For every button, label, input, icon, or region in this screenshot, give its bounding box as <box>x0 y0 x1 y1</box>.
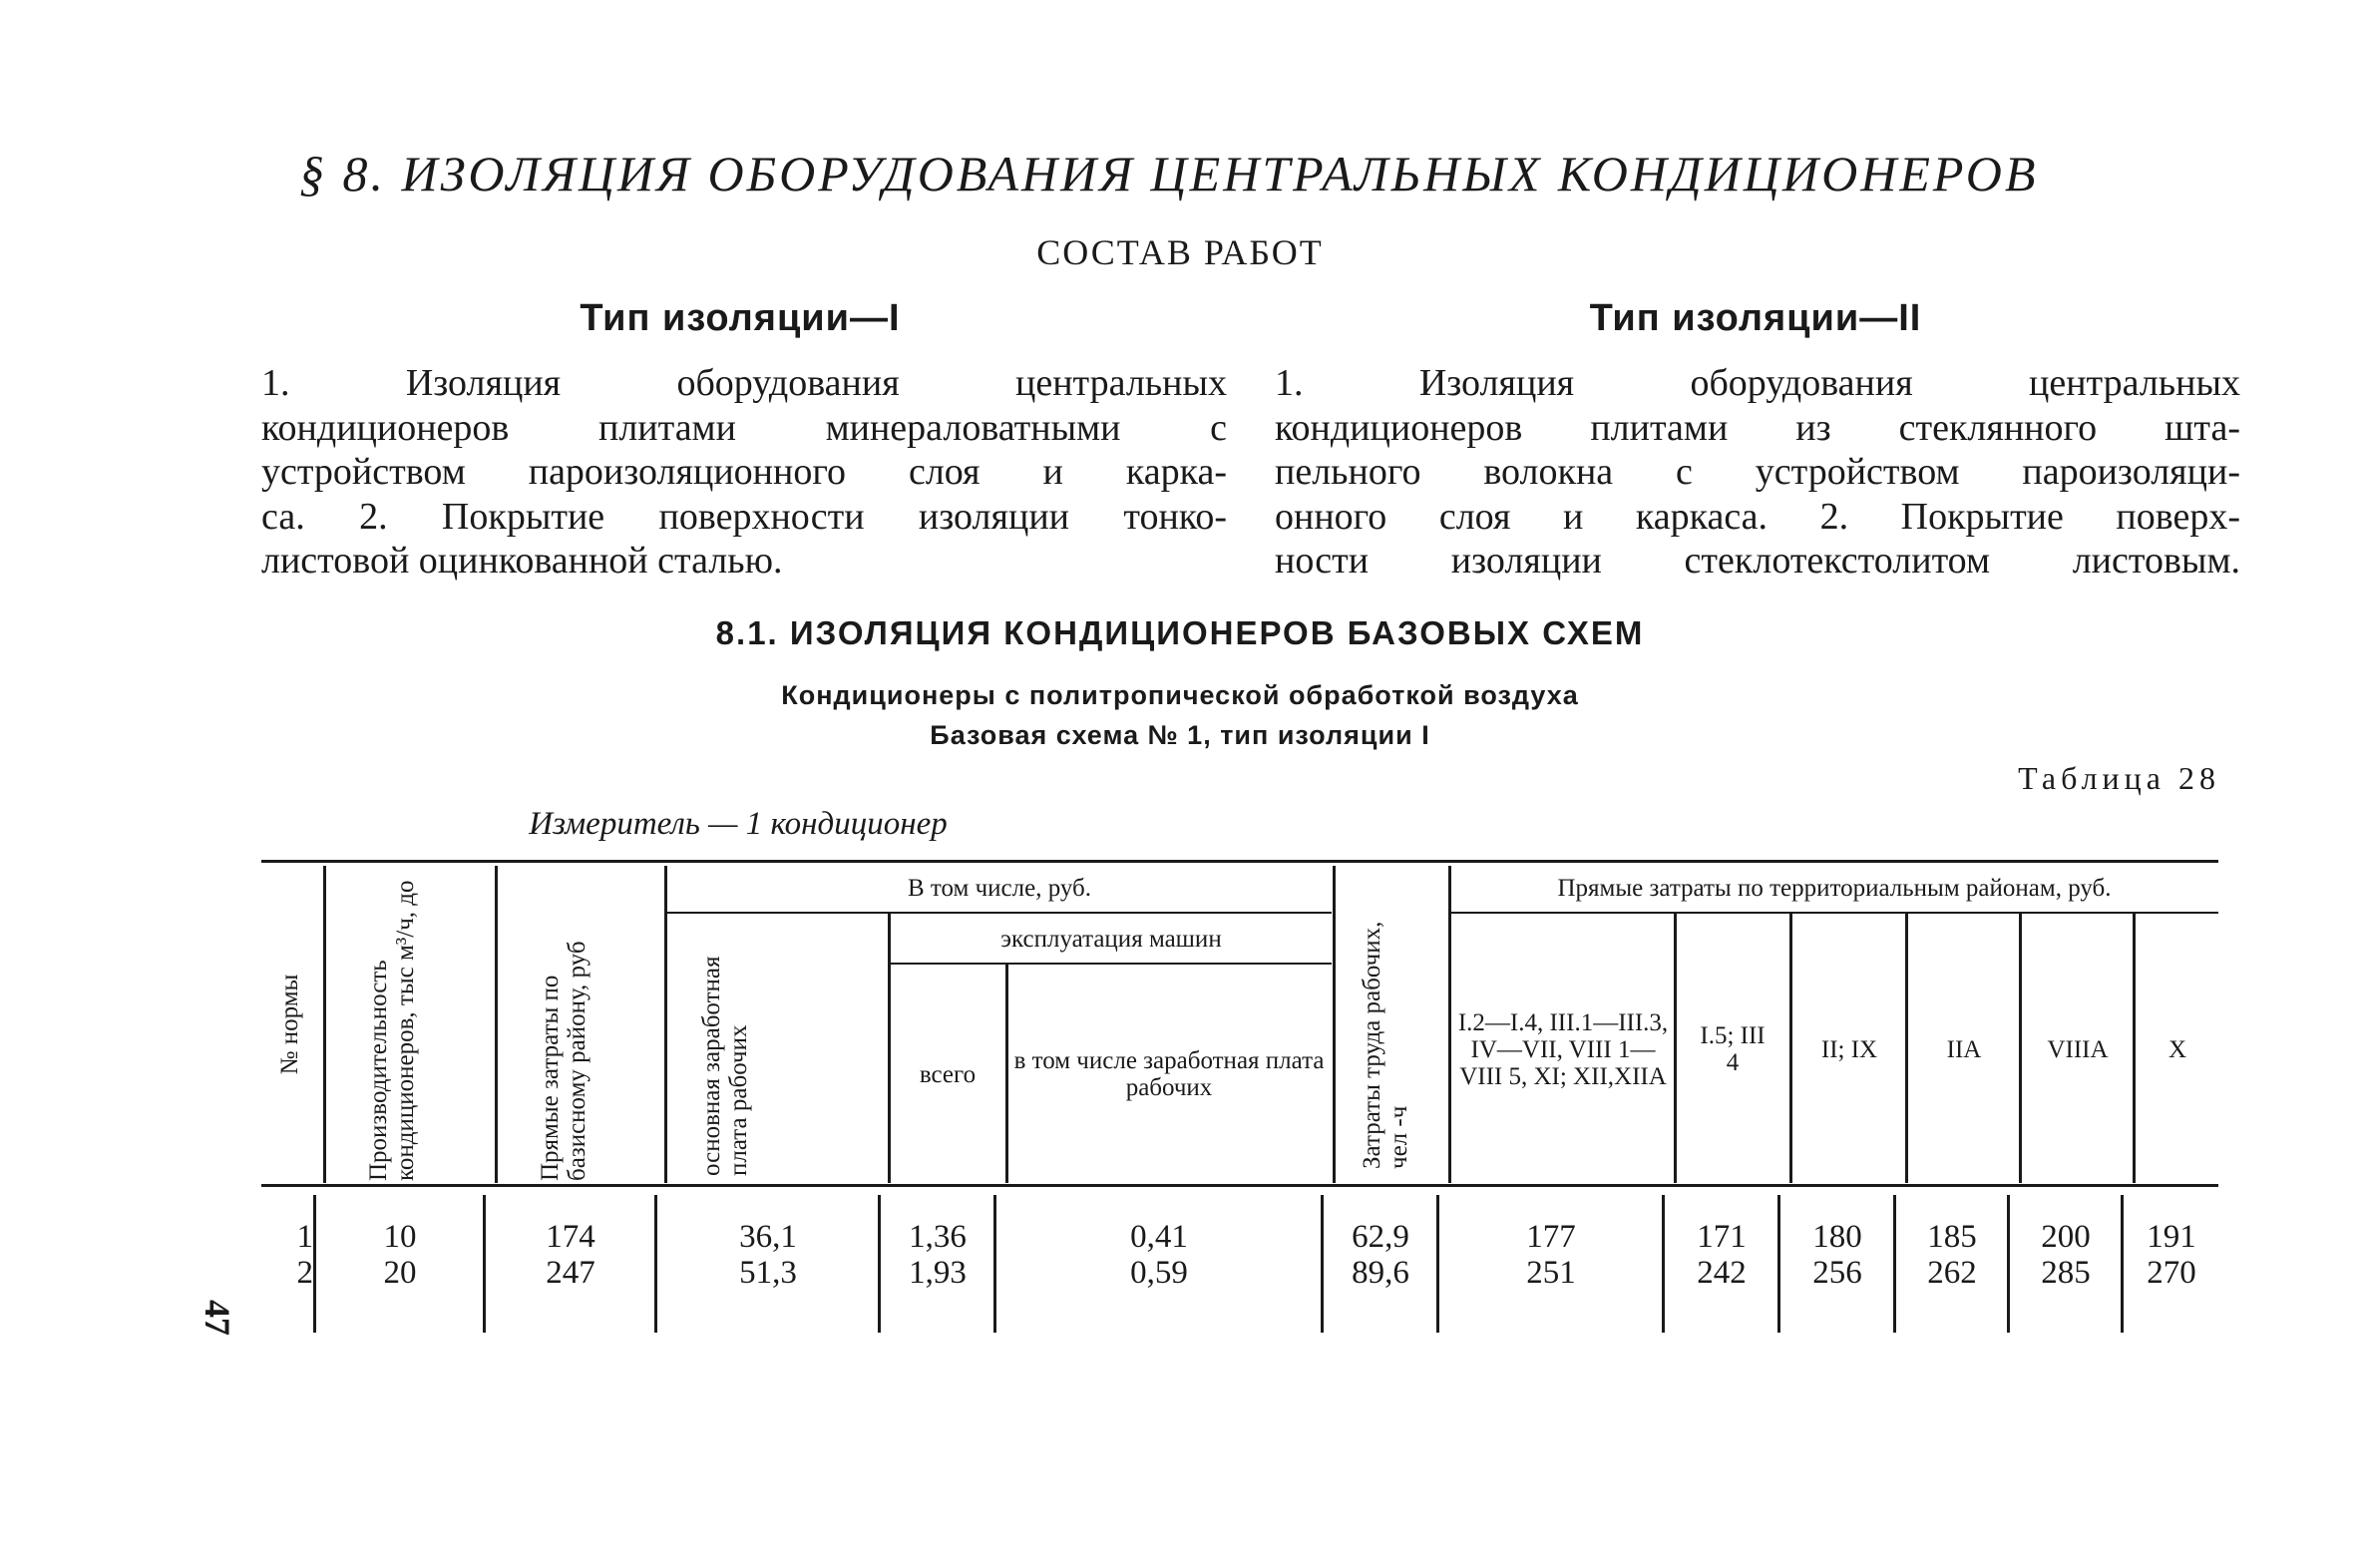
header-machine-wage: в том числе заработная плата рабочих <box>1013 1047 1325 1101</box>
cell-direct: 247 <box>546 1255 595 1291</box>
text-line: ности изоляции стеклотекстолитом листовым. <box>1275 540 2240 582</box>
text-line: 1. Изоляция оборудования центральных <box>261 362 1227 404</box>
rule-including-group <box>665 912 1332 914</box>
subtitle-scheme: Базовая схема № 1, тип изоляции I <box>930 720 1430 750</box>
cell-machine-total: 1,36 <box>909 1219 967 1255</box>
composition-title: СОСТАВ РАБОТ <box>1036 232 1324 272</box>
type2-description <box>1275 361 2240 584</box>
cell-region-3: 180 <box>1812 1219 1862 1255</box>
cell-region-6: 191 <box>2147 1219 2196 1255</box>
subtitle-treatment: Кондиционеры с политропической обработкой воздуха <box>781 680 1579 710</box>
table-header-bottom-rule <box>261 1184 2218 1187</box>
header-regions-group: Прямые затраты по территориальным районам, руб. <box>1557 874 2112 902</box>
body-col-divider <box>878 1195 881 1333</box>
text-line: кондиционеров плитами минераловатными с <box>261 406 1227 449</box>
cell-region-5: 285 <box>2041 1255 2091 1291</box>
header-region-5: VIIIA <box>2047 1035 2109 1063</box>
cell-region-3: 256 <box>1812 1255 1862 1291</box>
text-line: 1. Изоляция оборудования центральных <box>1275 362 2240 404</box>
body-col-divider <box>2007 1195 2010 1333</box>
type2-heading: Тип изоляции—II <box>1589 297 1922 339</box>
cell-region-4: 262 <box>1927 1255 1977 1291</box>
subsection-title: 8.1. ИЗОЛЯЦИЯ КОНДИЦИОНЕРОВ БАЗОВЫХ СХЕМ <box>715 614 1645 651</box>
cell-wage: 51,3 <box>739 1255 797 1291</box>
text-line: устройством пароизоляционного слоя и карка- <box>261 451 1227 493</box>
type1-heading: Тип изоляции—I <box>580 297 901 339</box>
header-labor: Затраты труда рабочих, чел -ч <box>1359 921 1412 1169</box>
unit-label: Измеритель — 1 кондиционер <box>529 806 948 842</box>
cell-region-2: 242 <box>1697 1255 1747 1291</box>
cell-labor: 62,9 <box>1352 1219 1409 1255</box>
cell-labor: 89,6 <box>1352 1255 1409 1291</box>
col-divider <box>1333 866 1336 1183</box>
col-divider <box>1789 914 1792 1183</box>
text-line: онного слоя и каркаса. 2. Покрытие поверх- <box>1275 495 2240 538</box>
cell-region-5: 200 <box>2041 1219 2091 1255</box>
header-norm-no: № нормы <box>276 974 303 1075</box>
col-divider <box>495 866 498 1183</box>
rule-regions-group <box>1448 912 2218 914</box>
cell-machine-wage: 0,41 <box>1130 1219 1188 1255</box>
text-line: кондиционеров плитами из стеклянного шта- <box>1275 406 2240 449</box>
cell-region-2: 171 <box>1697 1219 1747 1255</box>
cell-direct: 174 <box>546 1219 595 1255</box>
cell-region-4: 185 <box>1927 1219 1977 1255</box>
col-divider <box>1905 914 1908 1183</box>
cell-machine-total: 1,93 <box>909 1255 967 1291</box>
page-number: 47 <box>197 1300 237 1336</box>
header-region-4: IIA <box>1946 1035 1982 1063</box>
table-number: Таблица 28 <box>2018 760 2220 796</box>
col-divider <box>1448 866 1451 1183</box>
col-divider <box>2133 914 2136 1183</box>
cell-region-6: 270 <box>2147 1255 2196 1291</box>
col-divider <box>323 866 326 1183</box>
cell-norm: 1 <box>296 1219 313 1255</box>
body-col-divider <box>654 1195 657 1333</box>
col-divider <box>1005 965 1008 1183</box>
cell-region-1: 251 <box>1526 1255 1576 1291</box>
header-region-6: X <box>2167 1035 2187 1063</box>
cell-region-1: 177 <box>1526 1219 1576 1255</box>
cell-wage: 36,1 <box>739 1219 797 1255</box>
section-title: § 8. ИЗОЛЯЦИЯ ОБОРУДОВАНИЯ ЦЕНТРАЛЬНЫХ КОНДИЦИОНЕРОВ <box>299 146 2039 201</box>
header-direct-costs: Прямые затраты по базисному району, руб <box>537 941 590 1181</box>
text-line: листовой оцинкованной сталью. <box>261 540 783 582</box>
cell-machine-wage: 0,59 <box>1130 1255 1188 1291</box>
header-region-3: II; IX <box>1820 1035 1878 1063</box>
header-base-wage: основная заработная плата рабочих <box>698 956 752 1176</box>
header-including-group: В том числе, руб. <box>907 874 1092 902</box>
rule-machine-group <box>890 963 1332 965</box>
body-col-divider <box>1893 1195 1896 1333</box>
body-col-divider <box>313 1195 316 1333</box>
body-col-divider <box>1321 1195 1324 1333</box>
col-divider <box>2019 914 2022 1183</box>
header-machine-group: эксплуатация машин <box>1000 925 1222 953</box>
body-col-divider <box>1436 1195 1439 1333</box>
header-region-2: I.5; III 4 <box>1700 1022 1766 1076</box>
col-divider <box>1674 914 1677 1183</box>
body-col-divider <box>1662 1195 1665 1333</box>
cell-norm: 2 <box>296 1255 313 1291</box>
cell-capacity: 20 <box>383 1255 417 1291</box>
header-region-1: I.2—I.4, III.1—III.3, IV—VII, VIII 1—VIII 5, XI; XII,XIIA <box>1457 1008 1669 1090</box>
col-divider <box>664 866 667 1183</box>
text-line: пельного волокна с устройством пароизоляци- <box>1275 451 2240 493</box>
norms-table <box>261 860 2218 1334</box>
header-capacity: Производительность кондиционеров, тыс м³/ч, до <box>365 880 419 1181</box>
body-col-divider <box>2121 1195 2124 1333</box>
body-col-divider <box>993 1195 996 1333</box>
type1-description <box>261 361 1227 584</box>
body-col-divider <box>1777 1195 1780 1333</box>
body-col-divider <box>483 1195 486 1333</box>
text-line: са. 2. Покрытие поверхности изоляции тонко- <box>261 495 1227 538</box>
cell-capacity: 10 <box>383 1219 417 1255</box>
header-machine-total: всего <box>919 1060 977 1088</box>
